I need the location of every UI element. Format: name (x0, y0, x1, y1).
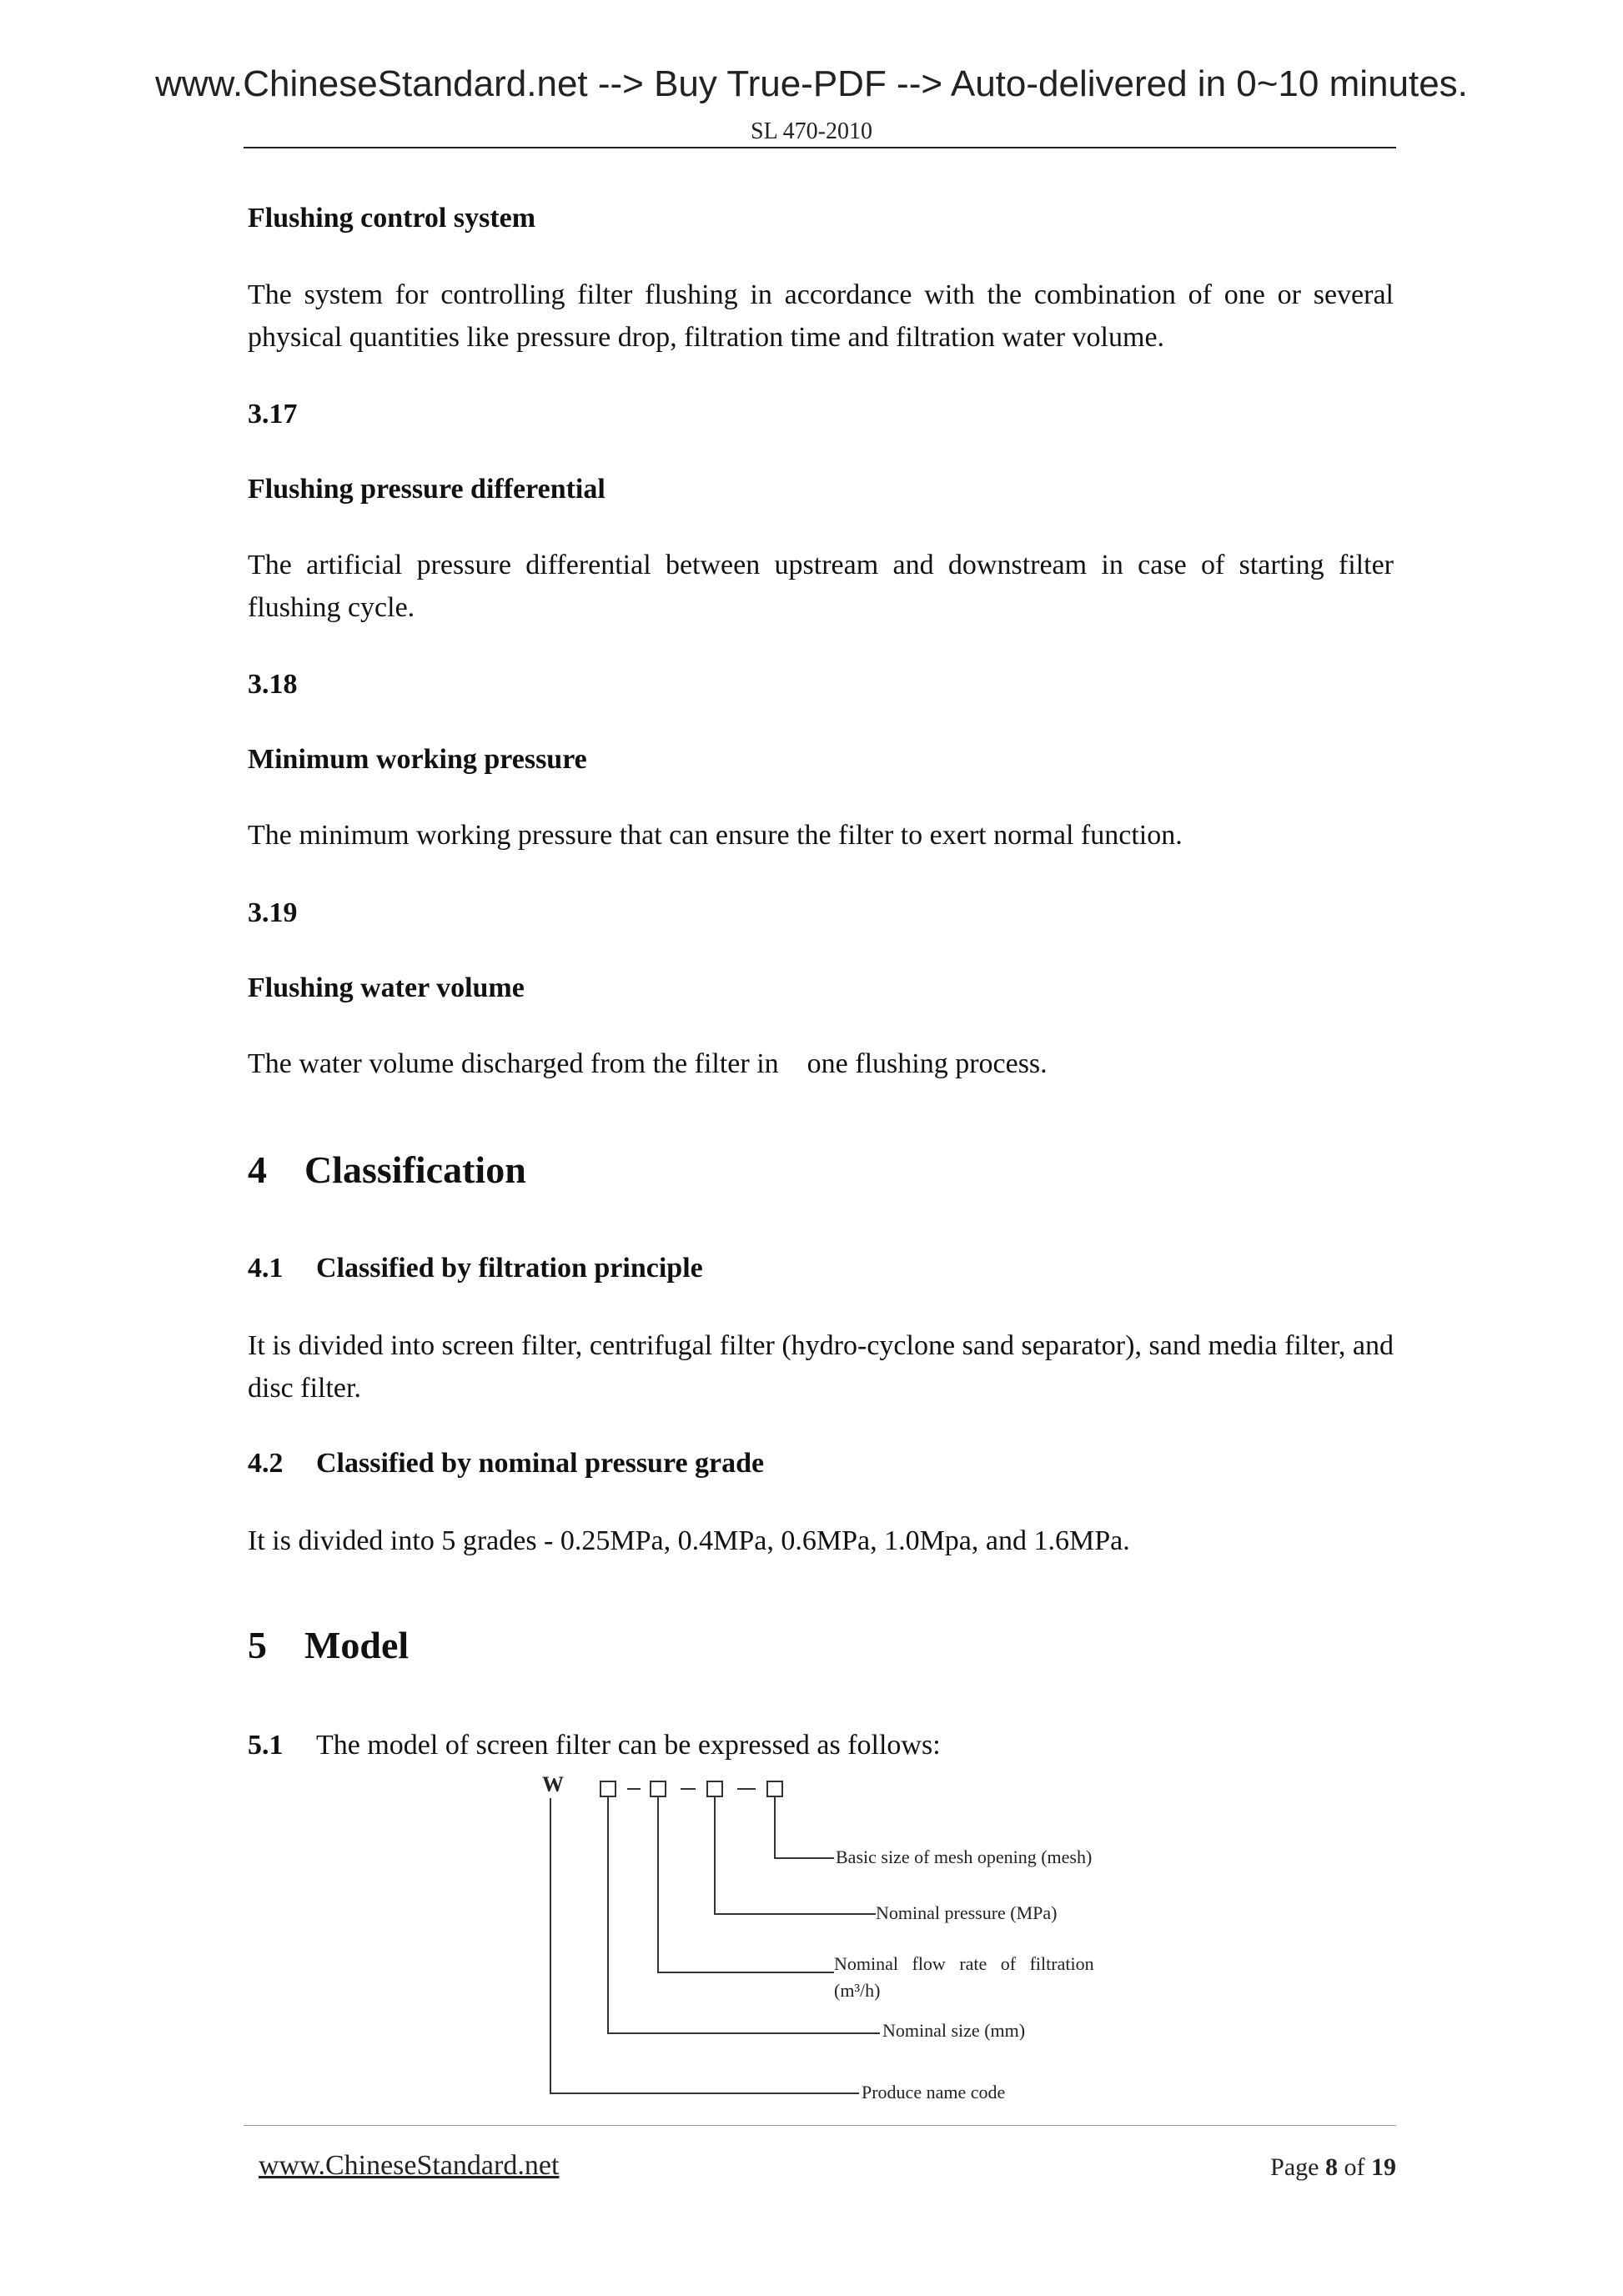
subsection-4-2-title: Classified by nominal pressure grade (316, 1448, 765, 1479)
term-text-3-19: The water volume discharged from the filter in one flushing process. (248, 1048, 1048, 1079)
header-rule (244, 147, 1396, 148)
term-text-flushing-control: The system for controlling filter flushing in accordance with the combination of one or several physical quantities like pressure drop, filtration time and filtration water volume. (248, 279, 1394, 353)
code-letter-w: W (542, 1772, 564, 1796)
subsection-4-1-title: Classified by filtration principle (316, 1253, 703, 1284)
subsection-4-2-text: It is divided into 5 grades - 0.25MPa, 0.4MPa, 0.6MPa, 1.0Mpa, and 1.6MPa. (248, 1525, 1130, 1556)
subsection-4-2-number: 4.2 (248, 1448, 284, 1479)
subsection-4-1-text: It is divided into screen filter, centrifugal filter (hydro-cyclone sand separator), sand media filter, and disc filter. (248, 1330, 1394, 1404)
section-4-heading (248, 1148, 526, 1192)
footer-website-link[interactable]: www.ChineseStandard.net (259, 2150, 560, 2181)
term-title-flushing-control: Flushing control system (248, 203, 536, 234)
code-box-4 (767, 1781, 782, 1796)
section-4-number: 4 (248, 1148, 267, 1191)
screen-filter-model-diagram (534, 1768, 1134, 2118)
term-number-3-18: 3.18 (248, 669, 298, 700)
leader-flow (658, 1796, 834, 1972)
subsection-5-1-heading (248, 1730, 941, 1761)
page-of: of (1338, 2153, 1371, 2181)
label-flow-unit: (m³/h) (834, 1980, 881, 2001)
section-5-title: Model (304, 1624, 410, 1666)
page-current: 8 (1325, 2153, 1338, 2181)
subsection-5-1-number: 5.1 (248, 1730, 284, 1761)
term-title-3-18: Minimum working pressure (248, 744, 587, 775)
label-product-code: Produce name code (862, 2082, 1006, 2103)
subsection-4-2-heading (248, 1448, 764, 1480)
standard-code: SL 470-2010 (751, 118, 872, 144)
site-banner: www.ChineseStandard.net --> Buy True-PDF --> Auto-delivered in 0~10 minutes. (155, 63, 1468, 104)
code-box-2 (651, 1781, 666, 1796)
label-size: Nominal size (mm) (882, 2020, 1026, 2041)
model-diagram-lines (534, 1768, 1134, 2118)
term-title-3-19: Flushing water volume (248, 972, 525, 1003)
footer-rule (244, 2125, 1396, 2126)
section-5-heading (248, 1623, 409, 1667)
label-flow-rate: Nominal flow rate of filtration (834, 1953, 1094, 1974)
page-total: 19 (1371, 2153, 1396, 2181)
page-number (1270, 2153, 1396, 2182)
page-prefix: Page (1270, 2153, 1325, 2181)
term-number-3-17: 3.17 (248, 399, 298, 430)
subsection-4-1-heading (248, 1253, 703, 1284)
term-number-3-19: 3.19 (248, 897, 298, 928)
term-title-3-17: Flushing pressure differential (248, 474, 605, 505)
term-text-3-18: The minimum working pressure that can ensure the filter to exert normal function. (248, 820, 1183, 851)
section-5-number: 5 (248, 1624, 267, 1666)
code-box-1 (600, 1781, 616, 1796)
leader-mesh (775, 1796, 834, 1858)
label-pressure: Nominal pressure (MPa) (876, 1902, 1058, 1923)
label-mesh: Basic size of mesh opening (mesh) (836, 1846, 1093, 1867)
code-box-3 (707, 1781, 722, 1796)
leader-product (550, 1798, 859, 2093)
section-4-title: Classification (304, 1148, 526, 1191)
term-text-3-17: The artificial pressure differential between upstream and downstream in case of starting filter flushing cycle. (248, 550, 1394, 623)
subsection-5-1-text: The model of screen filter can be expressed as follows: (316, 1730, 941, 1761)
subsection-4-1-number: 4.1 (248, 1253, 284, 1284)
